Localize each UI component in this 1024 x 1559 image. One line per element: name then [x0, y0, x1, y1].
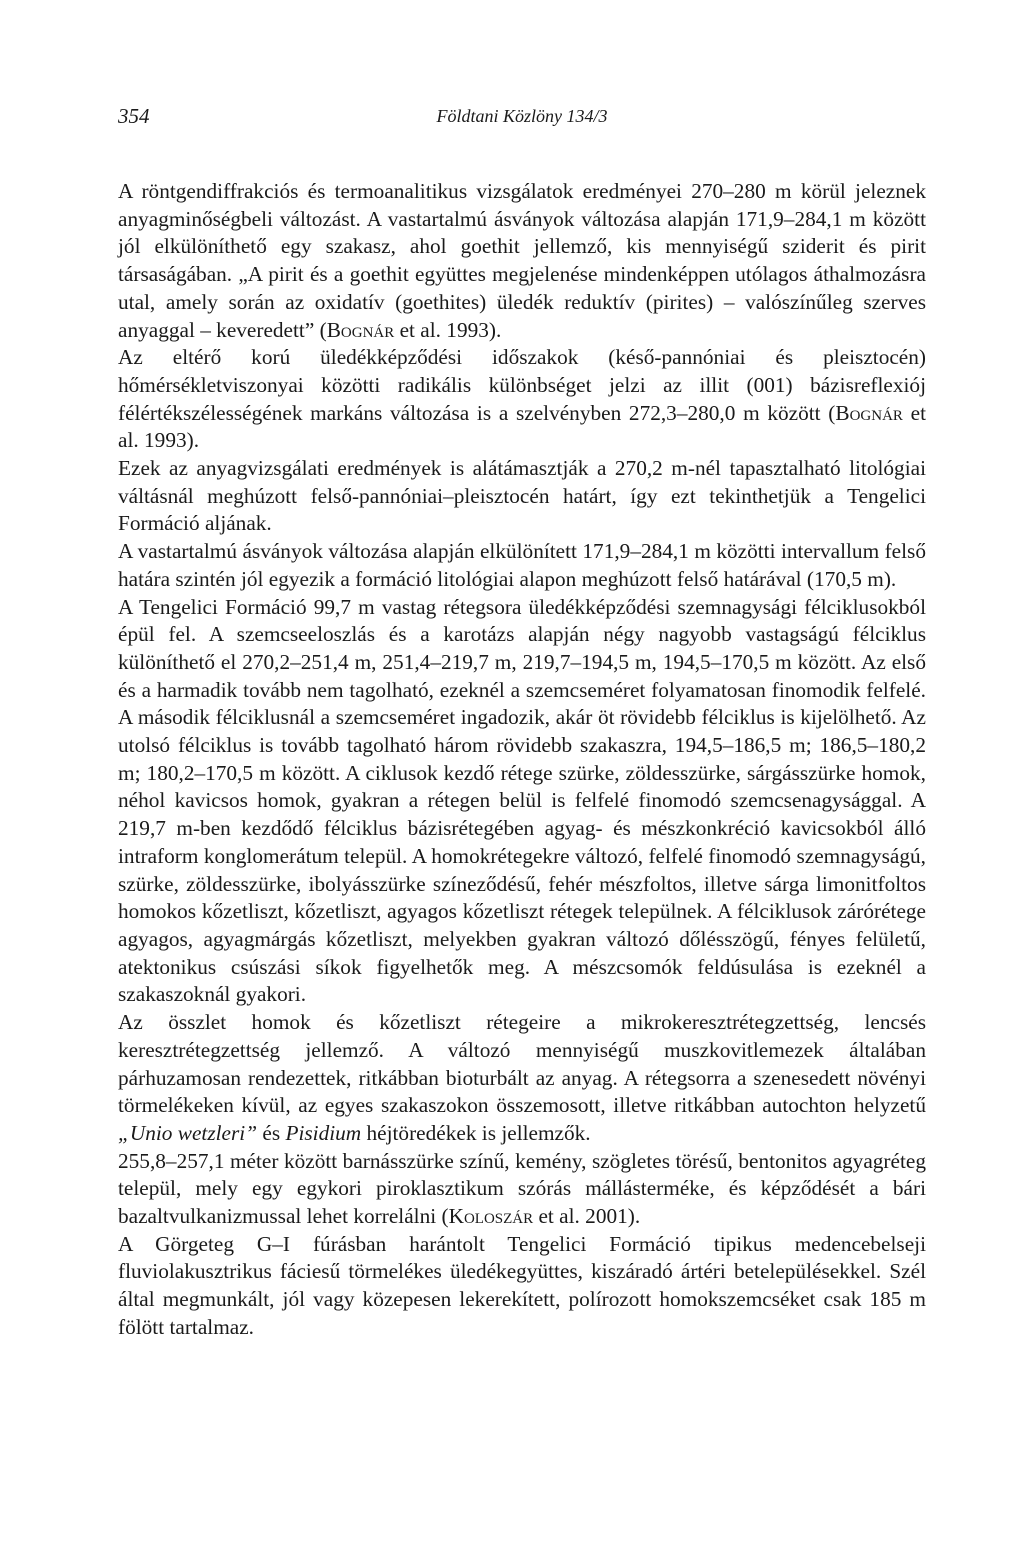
- journal-title: Földtani Közlöny 134/3: [436, 106, 608, 126]
- paragraph-cross-bedding: [118, 1009, 926, 1148]
- page-number: 354: [118, 104, 150, 128]
- paragraph-formation-base: Ezek az anyagvizsgálati eredmények is alátámasztják a 270,2 m-nél tapasztalható litológiai váltásnál meghúzott felső-pannóniai–pleisztocén határt, így ezt tekinthetjük a Tengelici Formáció aljának.: [118, 456, 926, 536]
- document-page: [118, 100, 926, 1342]
- taxon-unio: „Unio wetzleri”: [118, 1120, 258, 1145]
- paragraph-text: Az eltérő korú üledékképződési időszakok (késő-pannóniai és pleisztocén) hőmérsékletviszonyai közötti radikális különbséget jelzi az illit (001) bázisreflexiój félértékszélességének markáns változása is a szelvényben 272,3–280,0 m között (: [118, 345, 926, 425]
- citation-author: Bognár: [835, 400, 903, 425]
- citation-author: Koloszár: [448, 1204, 534, 1229]
- body-text: [118, 178, 926, 1342]
- running-head: [118, 100, 926, 140]
- paragraph-temperature-conditions: [118, 344, 926, 455]
- paragraph-text: héjtöredékek is jellemzők.: [361, 1120, 591, 1145]
- taxon-pisidium: Pisidium: [285, 1120, 362, 1145]
- paragraph-facies-summary: A Görgeteg G–I fúrásban harántolt Tengelici Formáció tipikus medencebelseji fluviolakusztrikus fáciesű törmelékes üledékegyüttes, kiszáradó ártéri betelepülésekkel. Szél által megmunkált, jól vagy közepesen lekerekített, polírozott homokszemcséket csak 185 m fölött tartalmaz.: [118, 1231, 926, 1339]
- paragraph-upper-boundary: A vastartalmú ásványok változása alapján elkülönített 171,9–284,1 m közötti intervallum felső határa szintén jól egyezik a formáció litológiai alapon meghúzott felső határával (170,5 m).: [118, 539, 926, 591]
- paragraph-xrd-results: [118, 178, 926, 344]
- citation-tail: et al. 1993).: [394, 317, 502, 342]
- citation-tail: et al. 1993).: [118, 400, 926, 453]
- paragraph-text: 255,8–257,1 méter között barnásszürke színű, kemény, szögletes törésű, bentonitos agyagréteg települ, mely egy egykori piroklasztikum szórás mállásterméke, és képződését a bári bazaltvulkanizmussal lehet korrelálni (: [118, 1148, 926, 1229]
- citation-tail: et al. 2001).: [533, 1204, 641, 1229]
- paragraph-half-cycles: A Tengelici Formáció 99,7 m vastag rétegsora üledékképződési szemnagysági félciklusokból épül fel. A szemcseeloszlás és a karotázs alapján négy nagyobb vastagságú félciklus különíthető el 270,2–251,4 m, 251,4–219,7 m, 219,7–194,5 m, 194,5–170,5 m között. Az első és a harmadik tovább nem tagolható, ezeknél a szemcseméret folyamatosan finomodik felfelé. A második félciklusnál a szemcseméret ingadozik, akár öt rövidebb félciklus is kijelölhető. Az utolsó félciklus is tovább tagolható három rövidebb szakaszra, 194,5–186,5 m; 186,5–180,2 m; 180,2–170,5 m között. A ciklusok kezdő rétege szürke, zöldesszürke, sárgásszürke homok, néhol kavicsos homok, gyakran a rétegen belül is felfelé finomodó szemcsenagysággal. A 219,7 m-ben kezdődő félciklus bázisrétegében agyag- és mészkonkréció kavicsokból álló intraform konglomerátum települ. A homokrétegekre változó, felfelé finomodó szemnagyságú, szürke, zöldesszürke, ibolyásszürke színeződésű, fehér mészfoltos, illetve sárga limonitfoltos homokos kőzetliszt, kőzetliszt, agyagos kőzetliszt rétegek települnek. A félciklusok zárórétege agyagos, agyagmárgás kőzetliszt, melyekben gyakran változó dőlésszögű, fényes felületű, atektonikus csúszási síkok figyelhetők meg. A mészcsomók feldúsulása is ezeknél a szakaszoknál gyakori.: [118, 594, 926, 1007]
- paragraph-bentonite: [118, 1148, 926, 1231]
- paragraph-text: és: [257, 1120, 286, 1145]
- paragraph-text: Az összlet homok és kőzetliszt rétegeire a mikrokeresztrétegzettség, lencsés keresztrétegzettség jellemző. A változó mennyiségű muszkovitlemezek általában párhuzamosan rendezettek, ritkábban bioturbált az anyag. A rétegsorra a szenesedett növényi törmelékeken kívül, az egyes szakaszokon összemosott, illetve ritkábban autochton helyzetű: [118, 1010, 926, 1118]
- citation-author: Bognár: [326, 317, 395, 342]
- paragraph-text: A röntgendiffrakciós és termoanalitikus vizsgálatok eredményei 270–280 m körül jeleznek anyagminőségbeli változást. A vastartalmú ásványok változása alapján 171,9–284,1 m között jól elkülöníthető egy szakasz, ahol goethit jellemző, kis mennyiségű sziderit és pirit társaságában. „A pirit és a goethit együttes megjelenése mindenképpen utólagos áthalmozásra utal, amely során az oxidatív (goethites) üledék reduktív (pirites) – valószínűleg szerves anyaggal – keveredett” (: [118, 179, 926, 342]
